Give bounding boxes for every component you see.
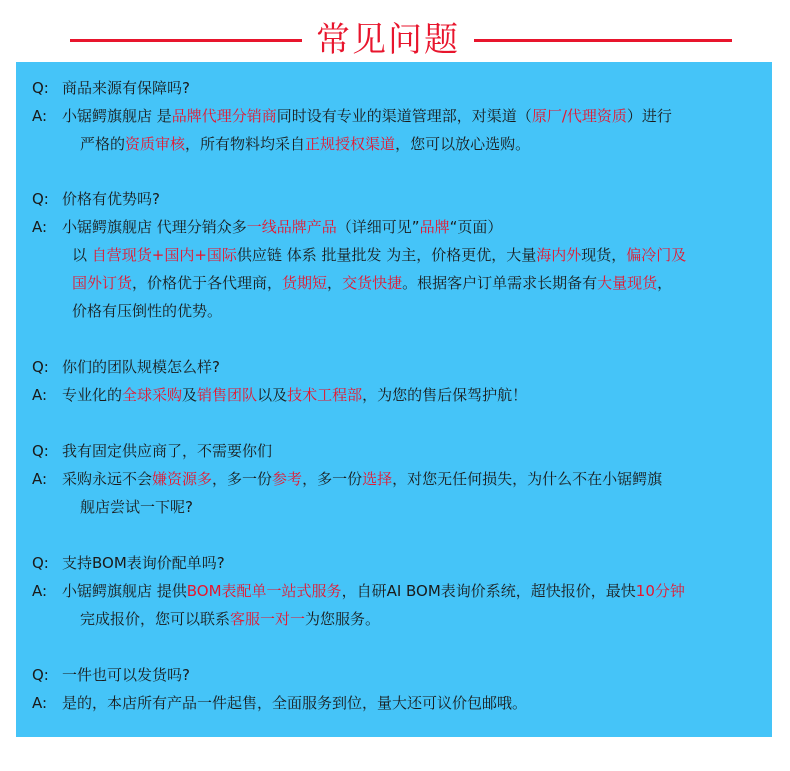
q-tag: Q: — [32, 358, 49, 376]
answer-text: ， — [327, 274, 343, 292]
answer-highlight: 选择 — [362, 470, 393, 488]
answer-text: 价格有压倒性的优势。 — [72, 302, 223, 320]
q-tag: Q: — [32, 442, 49, 460]
q-tag: Q: — [32, 190, 49, 208]
q-tag: Q: — [32, 554, 49, 572]
answer-text: 严格的 — [80, 135, 126, 153]
answer-row — [80, 133, 530, 155]
question-text: 商品来源有保障吗? — [62, 79, 190, 97]
answer-highlight: 国外订货 — [72, 274, 133, 292]
question-row — [32, 188, 160, 210]
answer-text: 供应链 体系 批量批发 为主，价格更优，大量 — [236, 246, 537, 264]
answer-row — [32, 580, 685, 602]
answer-text: ，多一份 — [302, 470, 363, 488]
a-tag: A: — [32, 386, 48, 404]
question-row — [32, 440, 272, 462]
answer-row — [32, 384, 527, 406]
answer-highlight: 大量现货 — [597, 274, 658, 292]
a-tag: A: — [32, 582, 48, 600]
answer-text: 专业化的 — [62, 386, 123, 404]
question-text: 我有固定供应商了，不需要你们 — [62, 442, 273, 460]
answer-row — [72, 244, 686, 266]
answer-highlight: 交货快捷 — [342, 274, 403, 292]
answer-text: 以及 — [257, 386, 288, 404]
answer-text: ，对您无任何损失，为什么不在小锯鳄旗 — [392, 470, 663, 488]
answer-highlight: 货期短 — [282, 274, 328, 292]
answer-highlight: 偏冷门及 — [626, 246, 687, 264]
answer-highlight: 参考 — [272, 470, 303, 488]
answer-row — [72, 300, 222, 322]
header-divider-left — [70, 39, 302, 42]
answer-text: 采购永远不会 — [62, 470, 153, 488]
answer-highlight: 10分钟 — [635, 582, 685, 600]
answer-row — [32, 692, 527, 714]
question-text: 价格有优势吗? — [62, 190, 160, 208]
answer-text: 小锯鳄旗舰店 提供 — [62, 582, 187, 600]
answer-text: ）进行 — [626, 107, 672, 125]
question-row — [32, 552, 225, 574]
question-row — [32, 356, 220, 378]
answer-text: “页面） — [449, 218, 503, 236]
answer-highlight: 自营现货+国内+国际 — [91, 246, 237, 264]
answer-highlight: 海内外 — [536, 246, 582, 264]
question-row — [32, 77, 190, 99]
header-divider-right — [474, 39, 732, 42]
answer-highlight: 嫌资源多 — [152, 470, 213, 488]
answer-text: ，为您的售后保驾护航！ — [362, 386, 528, 404]
answer-row — [80, 608, 380, 630]
question-text: 一件也可以发货吗? — [62, 666, 190, 684]
answer-text: ， — [657, 274, 673, 292]
page-title: 常见问题 — [316, 20, 460, 60]
answer-highlight: 一线品牌产品 — [246, 218, 337, 236]
answer-text: 是的，本店所有产品一件起售，全面服务到位，量大还可议价包邮哦。 — [62, 694, 528, 712]
a-tag: A: — [32, 470, 48, 488]
answer-text: 为您服务。 — [305, 610, 381, 628]
answer-row — [32, 468, 662, 490]
a-tag: A: — [32, 218, 48, 236]
answer-text: 舰店尝试一下呢? — [80, 498, 193, 516]
answer-text: 现货， — [581, 246, 627, 264]
question-text: 支持BOM表询价配单吗? — [62, 554, 225, 572]
answer-text: ，您可以放心选购。 — [395, 135, 531, 153]
answer-highlight: 全球采购 — [122, 386, 183, 404]
answer-text: ，价格优于各代理商， — [132, 274, 283, 292]
answer-text: 。根据客户订单需求长期备有 — [402, 274, 598, 292]
answer-text: 及 — [182, 386, 198, 404]
answer-row — [80, 496, 193, 518]
answer-highlight: 原厂/代理资质 — [531, 107, 627, 125]
answer-text: ，自研AI BOM表询价系统，超快报价，最快 — [341, 582, 636, 600]
answer-text: ，多一份 — [212, 470, 273, 488]
question-text: 你们的团队规模怎么样? — [62, 358, 220, 376]
q-tag: Q: — [32, 79, 49, 97]
answer-highlight: 技术工程部 — [287, 386, 363, 404]
a-tag: A: — [32, 694, 48, 712]
answer-text: 小锯鳄旗舰店 代理分销众多 — [62, 218, 247, 236]
answer-highlight: 品牌代理分销商 — [171, 107, 277, 125]
answer-text: 小锯鳄旗舰店 是 — [62, 107, 172, 125]
answer-highlight: 客服一对一 — [230, 610, 306, 628]
answer-highlight: 销售团队 — [197, 386, 258, 404]
q-tag: Q: — [32, 666, 49, 684]
a-tag: A: — [32, 107, 48, 125]
answer-row — [32, 216, 502, 238]
answer-row — [32, 105, 672, 127]
answer-text: ，所有物料均采自 — [185, 135, 306, 153]
answer-highlight: 品牌 — [419, 218, 450, 236]
answer-text: 同时设有专业的渠道管理部，对渠道（ — [276, 107, 532, 125]
answer-text: （详细可见” — [336, 218, 420, 236]
answer-highlight: 资质审核 — [125, 135, 186, 153]
answer-highlight: BOM表配单一站式服务 — [186, 582, 342, 600]
faq-panel — [16, 62, 772, 737]
answer-text: 以 — [72, 246, 92, 264]
answer-highlight: 正规授权渠道 — [305, 135, 396, 153]
answer-row — [72, 272, 672, 294]
question-row — [32, 664, 190, 686]
answer-text: 完成报价，您可以联系 — [80, 610, 231, 628]
